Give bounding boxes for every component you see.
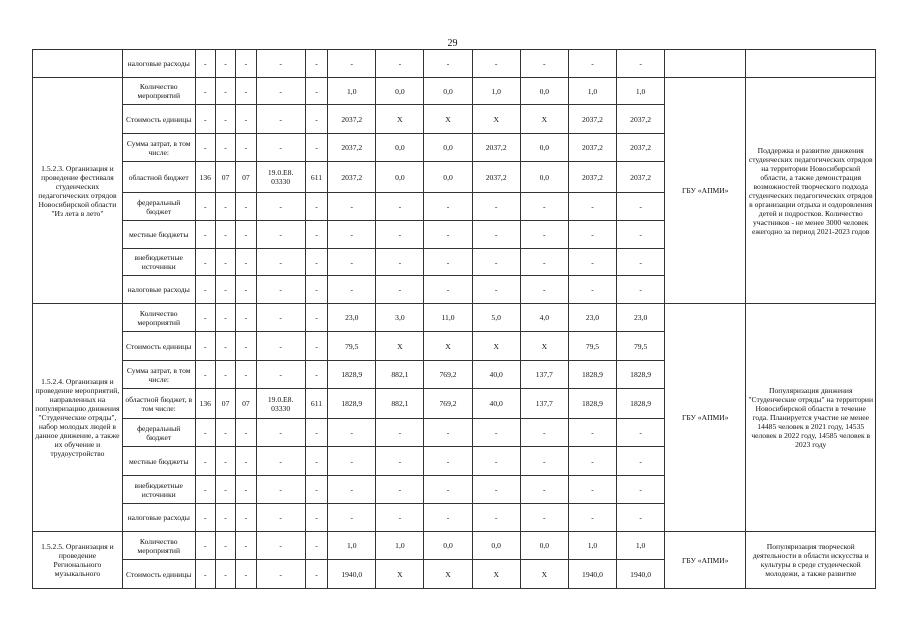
value-cell: - xyxy=(376,447,424,476)
row-label: местные бюджеты xyxy=(122,221,195,249)
value-cell: - xyxy=(424,193,472,221)
value-cell: - xyxy=(424,276,472,304)
value-cell: 1828,9 xyxy=(328,361,376,389)
value-cell: - xyxy=(215,221,235,249)
value-cell: X xyxy=(424,560,472,589)
value-cell: 0,0 xyxy=(424,162,472,193)
value-cell: 4,0 xyxy=(520,304,568,332)
value-cell: 07 xyxy=(236,162,256,193)
value-cell: - xyxy=(215,134,235,162)
value-cell: - xyxy=(236,560,256,589)
value-cell: - xyxy=(305,193,327,221)
activity-description: 1.5.2.4. Организация и проведение мероприятий, направленных на популяризацию движения "Студенческие отряды", набор молодых людей в данное движение, а также их обучение и трудоустройство xyxy=(33,304,123,532)
value-cell: X xyxy=(424,332,472,361)
value-cell: - xyxy=(215,249,235,276)
value-cell: - xyxy=(520,50,568,78)
value-cell: - xyxy=(472,504,520,532)
value-cell: 2037,2 xyxy=(472,134,520,162)
activity-description: 1.5.2.5. Организация и проведение Регионального музыкального xyxy=(33,532,123,589)
value-cell: - xyxy=(617,221,665,249)
value-cell: 137,7 xyxy=(520,361,568,389)
value-cell: - xyxy=(568,50,616,78)
value-cell: 23,0 xyxy=(617,304,665,332)
value-cell: X xyxy=(520,560,568,589)
value-cell: - xyxy=(215,193,235,221)
value-cell: - xyxy=(195,193,215,221)
value-cell: - xyxy=(215,332,235,361)
row-label: федеральный бюджет xyxy=(122,193,195,221)
row-label: Сумма затрат, в том числе: xyxy=(122,361,195,389)
value-cell: X xyxy=(376,105,424,134)
value-cell: - xyxy=(215,105,235,134)
value-cell: 1,0 xyxy=(568,78,616,105)
value-cell: - xyxy=(305,249,327,276)
value-cell: 1,0 xyxy=(376,532,424,560)
value-cell: X xyxy=(520,105,568,134)
value-cell: 2037,2 xyxy=(328,134,376,162)
value-cell: 2037,2 xyxy=(328,162,376,193)
value-cell: - xyxy=(376,50,424,78)
value-cell: - xyxy=(305,304,327,332)
value-cell: - xyxy=(256,332,305,361)
value-cell: 2037,2 xyxy=(328,105,376,134)
value-cell: - xyxy=(215,504,235,532)
value-cell: 0,0 xyxy=(376,78,424,105)
value-cell: - xyxy=(568,504,616,532)
value-cell: - xyxy=(305,419,327,447)
value-cell: 137,7 xyxy=(520,389,568,419)
value-cell: - xyxy=(376,249,424,276)
value-cell: - xyxy=(236,361,256,389)
value-cell: - xyxy=(256,134,305,162)
value-cell: - xyxy=(328,276,376,304)
value-cell: - xyxy=(195,361,215,389)
value-cell: 1828,9 xyxy=(568,361,616,389)
value-cell: 07 xyxy=(236,389,256,419)
value-cell: 1940,0 xyxy=(617,560,665,589)
value-cell: - xyxy=(256,560,305,589)
value-cell: - xyxy=(195,447,215,476)
value-cell: - xyxy=(520,249,568,276)
value-cell: 1,0 xyxy=(328,78,376,105)
value-cell: - xyxy=(424,447,472,476)
row-label: Сумма затрат, в том числе: xyxy=(122,134,195,162)
value-cell: 3,0 xyxy=(376,304,424,332)
value-cell: - xyxy=(215,276,235,304)
value-cell: - xyxy=(520,419,568,447)
value-cell: - xyxy=(376,419,424,447)
row-label: налоговые расходы xyxy=(122,276,195,304)
row-label: Стоимость единицы xyxy=(122,560,195,589)
value-cell: - xyxy=(520,276,568,304)
value-cell: 19.0.Е8. 03330 xyxy=(256,389,305,419)
page-number: 29 xyxy=(447,38,458,49)
value-cell: - xyxy=(305,532,327,560)
value-cell: 882,1 xyxy=(376,361,424,389)
value-cell: - xyxy=(195,50,215,78)
value-cell: X xyxy=(520,332,568,361)
value-cell: - xyxy=(215,304,235,332)
value-cell: 07 xyxy=(215,389,235,419)
value-cell: - xyxy=(472,50,520,78)
value-cell: - xyxy=(305,276,327,304)
value-cell: - xyxy=(376,504,424,532)
value-cell: - xyxy=(424,249,472,276)
value-cell: - xyxy=(236,78,256,105)
row-label: Стоимость единицы xyxy=(122,105,195,134)
value-cell: 40,0 xyxy=(472,361,520,389)
value-cell: - xyxy=(256,447,305,476)
value-cell: 1940,0 xyxy=(568,560,616,589)
value-cell: - xyxy=(195,532,215,560)
value-cell: 1828,9 xyxy=(328,389,376,419)
value-cell: - xyxy=(520,447,568,476)
value-cell: 23,0 xyxy=(568,304,616,332)
value-cell: X xyxy=(376,332,424,361)
value-cell: - xyxy=(472,276,520,304)
value-cell: - xyxy=(256,249,305,276)
value-cell: - xyxy=(215,532,235,560)
value-cell: - xyxy=(472,419,520,447)
value-cell: - xyxy=(215,361,235,389)
value-cell: - xyxy=(236,249,256,276)
row-label: внебюджетные источники xyxy=(122,476,195,504)
value-cell: - xyxy=(195,304,215,332)
value-cell: - xyxy=(520,221,568,249)
value-cell: 136 xyxy=(195,389,215,419)
expected-result: Популяризация творческой деятельности в области искусства и культуры в среде студенческой молодежи, а также развитие xyxy=(746,532,876,589)
value-cell: 1,0 xyxy=(472,78,520,105)
row-label: Количество мероприятий xyxy=(122,304,195,332)
value-cell: - xyxy=(568,276,616,304)
row-label: федеральный бюджет xyxy=(122,419,195,447)
value-cell: - xyxy=(195,105,215,134)
table-row xyxy=(33,50,876,78)
value-cell: 0,0 xyxy=(424,532,472,560)
value-cell: - xyxy=(236,276,256,304)
value-cell: - xyxy=(328,419,376,447)
value-cell: 0,0 xyxy=(424,78,472,105)
value-cell: - xyxy=(617,50,665,78)
value-cell: - xyxy=(195,560,215,589)
value-cell: - xyxy=(617,504,665,532)
value-cell: - xyxy=(376,221,424,249)
value-cell: - xyxy=(215,476,235,504)
value-cell: - xyxy=(256,221,305,249)
value-cell: - xyxy=(195,249,215,276)
value-cell: - xyxy=(328,221,376,249)
value-cell: - xyxy=(215,50,235,78)
table-row xyxy=(33,532,876,560)
value-cell: - xyxy=(256,476,305,504)
value-cell: - xyxy=(520,504,568,532)
executor-cell: ГБУ «АПМИ» xyxy=(665,304,746,532)
value-cell: - xyxy=(472,249,520,276)
value-cell: - xyxy=(256,361,305,389)
value-cell: - xyxy=(305,78,327,105)
value-cell: - xyxy=(256,105,305,134)
value-cell: X xyxy=(472,105,520,134)
value-cell: 1,0 xyxy=(568,532,616,560)
value-cell: 79,5 xyxy=(568,332,616,361)
row-label: Количество мероприятий xyxy=(122,78,195,105)
value-cell: - xyxy=(328,193,376,221)
value-cell: 07 xyxy=(215,162,235,193)
value-cell: 2037,2 xyxy=(472,162,520,193)
value-cell: - xyxy=(195,78,215,105)
expected-result: Поддержка и развитие движения студенческих педагогических отрядов на территории Новосибирской области, а также демонстрация возможностей творческого подхода студенческих педагогических отрядов в организации отдыха и оздоровления детей и подростков. Количество участников - не менее 3000 человек ежегодно за период 2021-2023 годов xyxy=(746,78,876,304)
value-cell: - xyxy=(195,276,215,304)
value-cell: - xyxy=(305,221,327,249)
value-cell: 19.0.Е8. 03330 xyxy=(256,162,305,193)
value-cell: 611 xyxy=(305,162,327,193)
value-cell: - xyxy=(305,134,327,162)
value-cell: - xyxy=(256,532,305,560)
value-cell: - xyxy=(256,193,305,221)
value-cell: - xyxy=(305,105,327,134)
value-cell: - xyxy=(256,276,305,304)
value-cell: - xyxy=(256,78,305,105)
value-cell: - xyxy=(424,504,472,532)
value-cell: - xyxy=(305,361,327,389)
value-cell: - xyxy=(236,221,256,249)
table-row xyxy=(33,78,876,105)
value-cell: - xyxy=(236,332,256,361)
value-cell: - xyxy=(195,221,215,249)
value-cell: X xyxy=(376,560,424,589)
value-cell: - xyxy=(424,50,472,78)
value-cell: - xyxy=(305,504,327,532)
row-label: областной бюджет, в том числе: xyxy=(122,389,195,419)
value-cell: - xyxy=(328,447,376,476)
value-cell: X xyxy=(472,332,520,361)
value-cell: - xyxy=(305,50,327,78)
value-cell: 769,2 xyxy=(424,389,472,419)
executor-cell xyxy=(665,50,746,78)
value-cell: - xyxy=(568,193,616,221)
value-cell: 0,0 xyxy=(520,532,568,560)
value-cell: 40,0 xyxy=(472,389,520,419)
value-cell: - xyxy=(215,78,235,105)
value-cell: - xyxy=(236,476,256,504)
table-row xyxy=(33,304,876,332)
value-cell: - xyxy=(256,504,305,532)
value-cell: - xyxy=(236,105,256,134)
value-cell: - xyxy=(328,504,376,532)
value-cell: - xyxy=(520,476,568,504)
value-cell: - xyxy=(195,332,215,361)
value-cell: 11,0 xyxy=(424,304,472,332)
value-cell: - xyxy=(376,193,424,221)
value-cell: - xyxy=(376,476,424,504)
value-cell: - xyxy=(617,249,665,276)
value-cell: - xyxy=(472,476,520,504)
value-cell: - xyxy=(195,134,215,162)
activity-description: 1.5.2.3. Организация и проведение фестиваля студенческих педагогических отрядов Новосибирской области "Из лета в лето" xyxy=(33,78,123,304)
value-cell: 2037,2 xyxy=(617,134,665,162)
value-cell: 769,2 xyxy=(424,361,472,389)
value-cell: - xyxy=(328,476,376,504)
value-cell: X xyxy=(424,105,472,134)
value-cell: - xyxy=(236,419,256,447)
value-cell: - xyxy=(424,476,472,504)
value-cell: - xyxy=(236,532,256,560)
value-cell: - xyxy=(617,476,665,504)
value-cell: 2037,2 xyxy=(617,162,665,193)
value-cell: - xyxy=(424,419,472,447)
value-cell: - xyxy=(376,276,424,304)
value-cell: 5,0 xyxy=(472,304,520,332)
value-cell: 1,0 xyxy=(328,532,376,560)
value-cell: 1,0 xyxy=(617,78,665,105)
budget-table xyxy=(32,49,876,589)
row-label: Количество мероприятий xyxy=(122,532,195,560)
value-cell: - xyxy=(472,193,520,221)
value-cell: 0,0 xyxy=(424,134,472,162)
value-cell: - xyxy=(568,221,616,249)
value-cell: 1828,9 xyxy=(617,389,665,419)
value-cell: 136 xyxy=(195,162,215,193)
value-cell: - xyxy=(520,193,568,221)
value-cell: - xyxy=(236,50,256,78)
value-cell: - xyxy=(568,419,616,447)
executor-cell: ГБУ «АПМИ» xyxy=(665,78,746,304)
value-cell: - xyxy=(617,419,665,447)
value-cell: X xyxy=(472,560,520,589)
value-cell: - xyxy=(617,276,665,304)
value-cell: - xyxy=(236,134,256,162)
value-cell: - xyxy=(568,447,616,476)
value-cell: 79,5 xyxy=(617,332,665,361)
value-cell: 882,1 xyxy=(376,389,424,419)
value-cell: - xyxy=(568,249,616,276)
value-cell: - xyxy=(568,476,616,504)
value-cell: - xyxy=(305,476,327,504)
value-cell: 2037,2 xyxy=(568,162,616,193)
value-cell: 79,5 xyxy=(328,332,376,361)
value-cell: - xyxy=(617,193,665,221)
value-cell: - xyxy=(215,419,235,447)
value-cell: - xyxy=(328,249,376,276)
table-body xyxy=(33,50,876,589)
value-cell: 0,0 xyxy=(520,162,568,193)
value-cell: 0,0 xyxy=(376,134,424,162)
value-cell: - xyxy=(195,419,215,447)
value-cell: - xyxy=(195,476,215,504)
value-cell: - xyxy=(424,221,472,249)
value-cell: 0,0 xyxy=(376,162,424,193)
value-cell: - xyxy=(256,50,305,78)
value-cell: 2037,2 xyxy=(568,134,616,162)
value-cell: - xyxy=(305,560,327,589)
value-cell: - xyxy=(256,419,305,447)
row-label: налоговые расходы xyxy=(122,50,195,78)
row-label: местные бюджеты xyxy=(122,447,195,476)
value-cell: - xyxy=(236,304,256,332)
value-cell: - xyxy=(305,332,327,361)
expected-result xyxy=(746,50,876,78)
value-cell: - xyxy=(236,193,256,221)
value-cell: 23,0 xyxy=(328,304,376,332)
value-cell: 0,0 xyxy=(472,532,520,560)
executor-cell: ГБУ «АПМИ» xyxy=(665,532,746,589)
value-cell: 1828,9 xyxy=(617,361,665,389)
value-cell: - xyxy=(215,447,235,476)
value-cell: - xyxy=(472,221,520,249)
row-label: областной бюджет xyxy=(122,162,195,193)
value-cell: - xyxy=(256,304,305,332)
value-cell: - xyxy=(305,447,327,476)
value-cell: 0,0 xyxy=(520,134,568,162)
value-cell: - xyxy=(472,447,520,476)
value-cell: - xyxy=(236,447,256,476)
value-cell: - xyxy=(195,504,215,532)
row-label: Стоимость единицы xyxy=(122,332,195,361)
value-cell: 1828,9 xyxy=(568,389,616,419)
value-cell: - xyxy=(328,50,376,78)
value-cell: 1940,0 xyxy=(328,560,376,589)
value-cell: 2037,2 xyxy=(617,105,665,134)
row-label: внебюджетные источники xyxy=(122,249,195,276)
value-cell: 611 xyxy=(305,389,327,419)
expected-result: Популяризация движения "Студенческие отряды" на территории Новосибирской области в течение года. Планируется участие не менее 14485 человек в 2021 году, 14535 человек в 2022 году, 14585 человек в 2023 году xyxy=(746,304,876,532)
value-cell: 2037,2 xyxy=(568,105,616,134)
value-cell: - xyxy=(215,560,235,589)
value-cell: - xyxy=(617,447,665,476)
value-cell: 1,0 xyxy=(617,532,665,560)
value-cell: - xyxy=(236,504,256,532)
activity-description xyxy=(33,50,123,78)
row-label: налоговые расходы xyxy=(122,504,195,532)
value-cell: 0,0 xyxy=(520,78,568,105)
